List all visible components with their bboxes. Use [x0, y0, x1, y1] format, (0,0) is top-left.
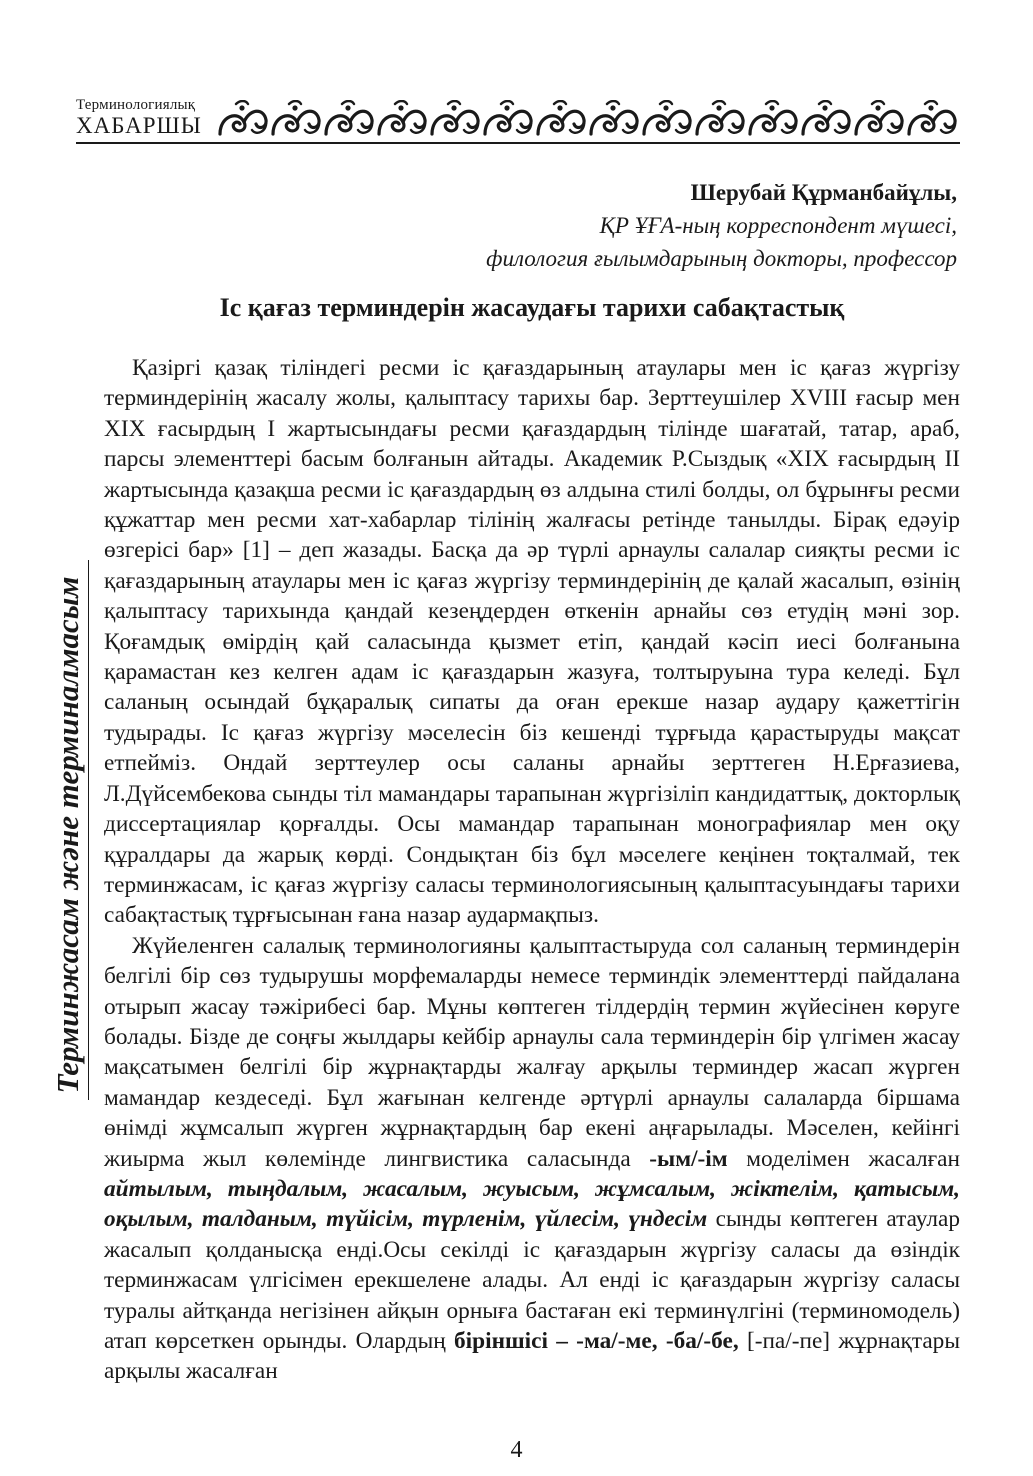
- first-model-label: біріншісі – -ма/-ме, -ба/-бе,: [454, 1328, 739, 1354]
- article-title: Іс қағаз терминдерін жасаудағы тарихи сабақтастық: [219, 293, 845, 322]
- term-examples: айтылым, тыңдалым, жасалым, жуысым, жұмсалым, жіктелім, қатысым, оқылым, талданым, түйісім, түрленім, үйлесім, үндесім: [104, 1175, 960, 1233]
- header-rule: [76, 142, 960, 144]
- author-position: ҚР ҰҒА-ның корреспондент мүшесі,: [599, 213, 957, 238]
- author-name: Шерубай Құрманбайұлы,: [690, 180, 957, 205]
- paragraph-2-text-b: моделімен жасалған: [727, 1145, 960, 1172]
- paragraph-2-text-d: [-па/-пе] жұрнақтары арқылы жасалған: [104, 1328, 960, 1385]
- journal-brand: [76, 98, 202, 137]
- journal-header: [76, 98, 960, 148]
- side-section-label: Терминжасам және терминалмасым: [50, 576, 85, 1094]
- side-rule: [88, 560, 89, 1100]
- author-block: [486, 176, 957, 275]
- paragraph-2-text-c: сынды көптеген атаулар жасалып қолданысқа енді.Осы секілді іс қағаздарын жүргізу саласы да өзіндік терминжасам үлгісімен ерекшелене алады. Ал енді іс қағаздарын жүргізу саласы туралы айтқанда негізінен айқын орныға бастаған екі терминүлгіні (терминомодель) атап көрсеткен орынды. Олардың: [104, 1206, 960, 1354]
- article-body: [104, 353, 960, 1387]
- paragraph-2: [104, 931, 960, 1387]
- author-degree: филология ғылымдарының докторы, профессор: [486, 246, 957, 271]
- journal-brand-small: Терминологиялық: [76, 97, 196, 113]
- ornament-border: [216, 100, 960, 140]
- suffix-model: -ым/-ім: [649, 1145, 728, 1172]
- page-number: 4: [510, 1437, 523, 1463]
- journal-brand-title: ХАБАРШЫ: [76, 113, 202, 138]
- paragraph-1: Қазіргі қазақ тіліндегі ресми іс қағаздарының атаулары мен іс қағаз жүргізу терминдерінің жасалу жолы, қалыптасу тарихы бар. Зерттеушілер XVIII ғасыр мен XIX ғасырдың I жартысындағы ресми қағаздардың тілінде шағатай, татар, араб, парсы элементтері басым болғанын айтады. Академик Р.Сыздық «XIX ғасырдың II жартысында қазақша ресми іс қағаздардың өз алдына стилі болды, ол бұрынғы ресми құжаттар мен ресми хат-хабарлар тілінің жалғасы ретінде танылды. Бірақ едәуір өзгерісі бар» [1] – деп жазады. Басқа да әр түрлі арнаулы салалар сияқты ресми іс қағаздарының атаулары мен іс қағаз жүргізу терминдерінің де қалай жасалып, өзінің қалыптасу тарихында қандай кезеңдерден өткенін арнайы сөз етудің мәні зор. Қоғамдық өмірдің қай саласында қызмет етіп, қандай кәсіп иесі болғанына қарамастан кез келген адам іс қағаздарын жазуға, толтыруына тура келеді. Бұл саланың осындай бұқаралық сипаты да оған ерекше назар аудару қажеттігін тудырады. Іс қағаз жүргізу мәселесін біз кешенді тұрғыда қарастыруды мақсат етпейміз. Ондай зерттеулер осы саланы арнайы зерттеген Н.Ерғазиева, Л.Дүйсембекова сынды тіл мамандары тарапынан жүргізіліп кандидаттық, докторлық диссертациялар қорғалды. Осы мамандар тарапынан монографиялар мен оқу құралдары да жарық көрді. Сондықтан біз бұл мәселеге кеңінен тоқталмай, тек терминжасам, іс қағаз жүргізу саласы терминологиясының қалыптасуындағы тарихи сабақтастық тұрғысынан ғана назар аудармақпыз.: [104, 355, 960, 929]
- paragraph-2-text-a: Жүйеленген салалық терминологияны қалыптастыруда сол саланың терминдерін белгілі бір сөз тудырушы морфемаларды немесе терминдік элементтерді пайдалана отырып жасау тәжірибесі бар. Мұны көптеген тілдердің термин жүйесінен көруге болады. Бізде де соңғы жылдары кейбір арнаулы сала терминдерін бір үлгімен жасау мақсатымен белгілі бір жұрнақтарды жалғау арқылы терминдер жасап жүрген мамандар кездеседі. Бұл жағынан келгенде әртүрлі арнаулы салаларда біршама өнімді жұмсалып жүрген жұрнақтардың бар екені аңғарылады. Мәселен, кейінгі жиырма жыл көлемінде лингвистика саласында: [104, 932, 960, 1172]
